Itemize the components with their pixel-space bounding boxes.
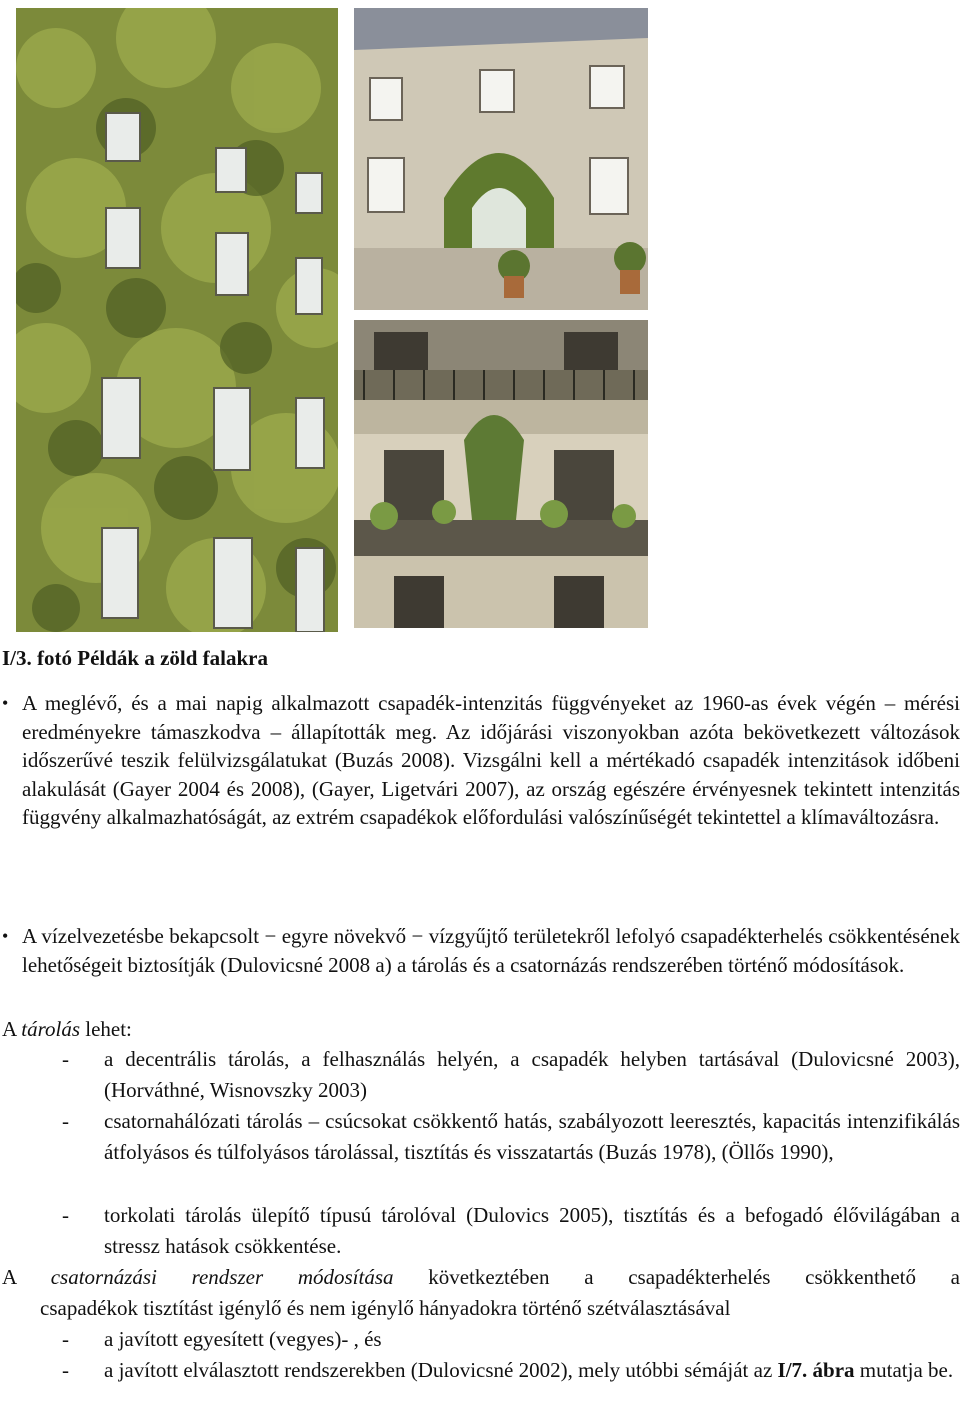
sewer-item-1: a javított egyesített (vegyes)- , és (104, 1327, 382, 1351)
bullet-paragraph-2: A vízelvezetésbe bekapcsolt − egyre növekvő − vízgyűjtő területekről lefolyó csapadékterhelés csökkentésének lehetőségeit biztosítják (Dulovicsné 2008 a) a tárolás és a csatornázás rendszerében történő módosítások. (22, 924, 960, 977)
figure-reference: I/7. ábra (777, 1358, 855, 1382)
storage-item-3: torkolati tárolás ülepítő típusú tárolóval (Dulovics 2005), tisztítás és a befogadó élővilágában a stressz hatások csökkentése. (104, 1203, 960, 1258)
photo-stone-house-arch (354, 8, 648, 310)
dash-marker: - (62, 1327, 69, 1351)
photo-balconies (354, 320, 648, 628)
sewer-line-2: csapadékok tisztítást igénylő és nem igénylő hányadokra történő szétválasztásával (40, 1296, 731, 1320)
storage-term: tárolás (21, 1017, 80, 1041)
photo-caption (2, 646, 268, 671)
storage-item-1: a decentrális tárolás, a felhasználás helyén, a csapadék helyben tartásával (Dulovicsné 2003), (Horváthné, Wisnovszky 2003) (104, 1047, 960, 1102)
dash-marker: - (62, 1047, 69, 1071)
bullet-paragraph-1: A meglévő, és a mai napig alkalmazott csapadék-intenzitás függvényeket az 1960-as évek végén – mérési eredményekre támaszkodva – állapították meg. Az időjárási viszonyokban azóta bekövetkezett változások időszerűvé teszik felülvizsgálatukat (Buzás 2008). Vizsgálni kell a mértékadó csapadék intenzitások időbeni alakulását (Gayer 2004 és 2008), (Gayer, Ligetvári 2007), az ország egészére érvényesnek tekintett intenzitás függvény alkalmazhatóságát, az extrém csapadékok előfordulási valószínűségét tekintettel a klímaváltozásra. (22, 691, 960, 830)
caption-title: Példák a zöld falakra (77, 646, 269, 670)
bullet-marker: • (2, 926, 9, 946)
dash-marker: - (62, 1358, 69, 1382)
bullet-marker: • (2, 693, 9, 713)
caption-label: I/3. fotó (2, 646, 72, 670)
storage-item-2: csatornahálózati tárolás – csúcsokat csökkentő hatás, szabályozott leeresztés, kapacitás intenzifikálás átfolyásos és túlfolyásos tárolással, tisztítás és visszatartás (Buzás 1978), (Öllős 1990), (104, 1109, 960, 1164)
dash-marker: - (62, 1203, 69, 1227)
sewer-item-2: a javított elválasztott rendszerekben (Dulovicsné 2002), mely utóbbi sémáját az I/7. ábra mutatja be. (104, 1358, 954, 1382)
sewer-heading: A csatornázási rendszer módosítása következtében a csapadékterhelés csökkenthető a (2, 1265, 960, 1289)
dash-marker: - (62, 1109, 69, 1133)
storage-heading: A tárolás lehet: (2, 1017, 132, 1041)
photo-ivy-building (16, 8, 338, 632)
sewer-term: csatornázási rendszer módosítása (50, 1265, 394, 1289)
